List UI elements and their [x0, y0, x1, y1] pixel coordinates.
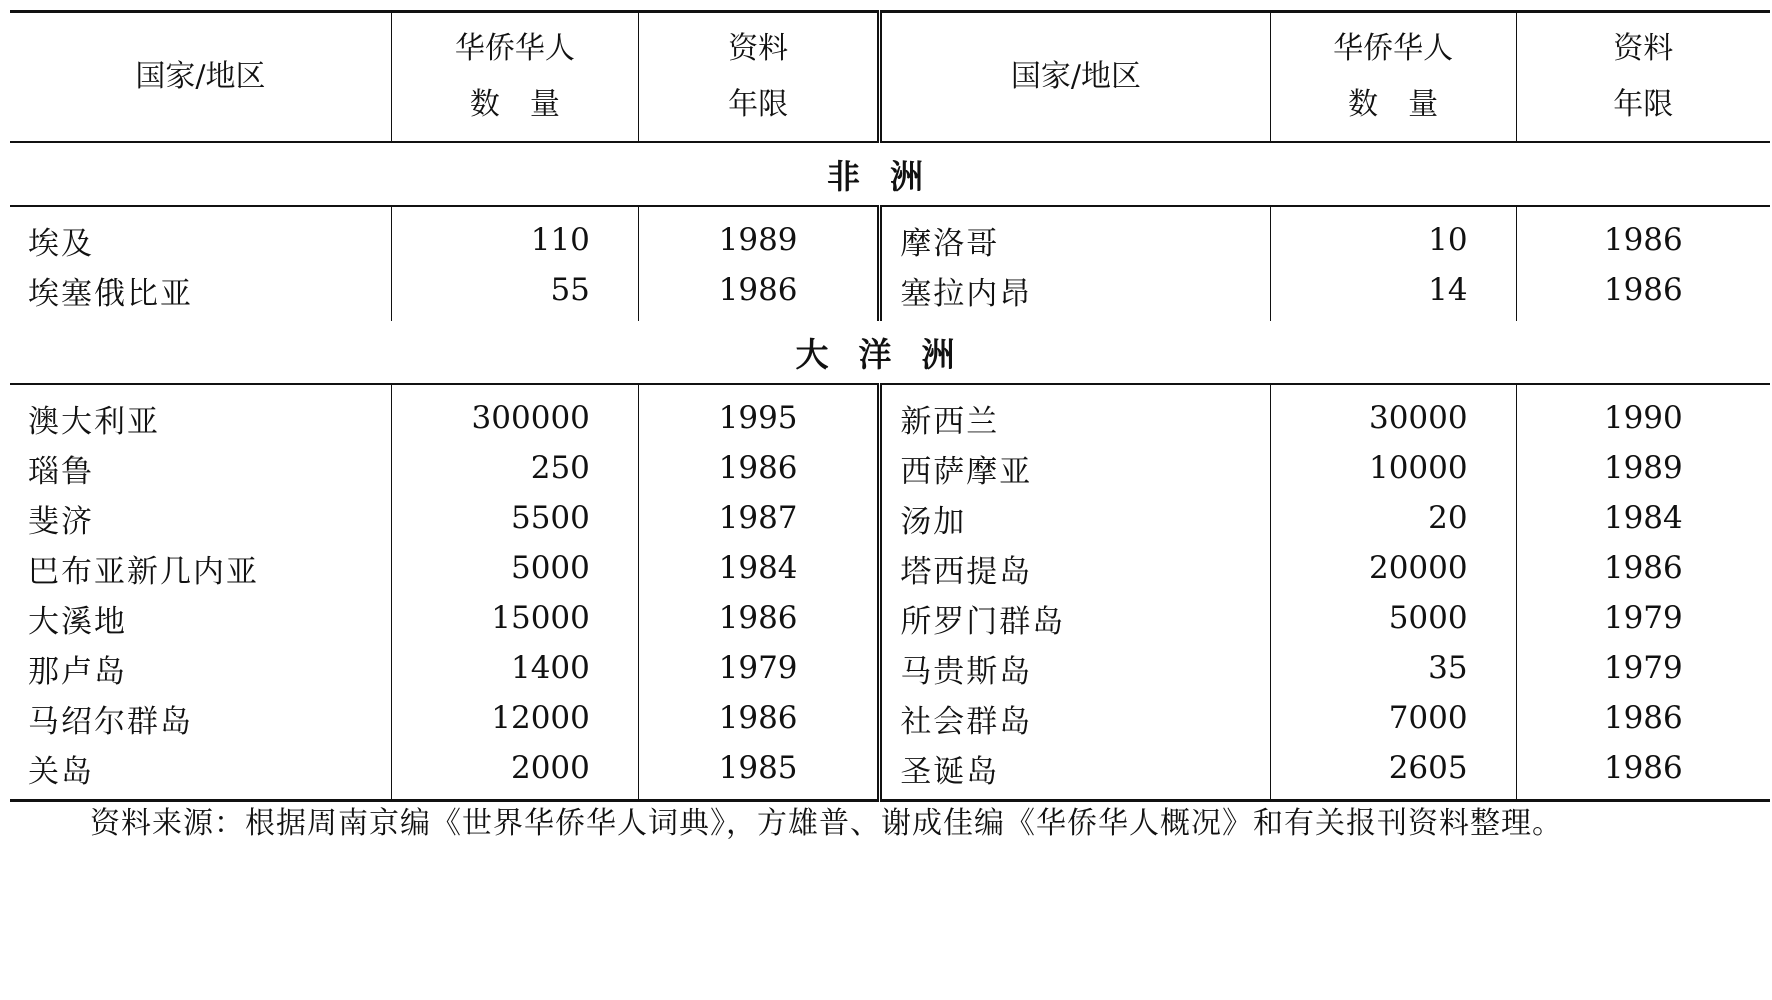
country-cell-left: 瑙鲁	[28, 453, 94, 490]
count-cell-left: 12000	[391, 693, 638, 743]
country-cell-right: 西萨摩亚	[880, 443, 1270, 493]
table-row	[10, 384, 1770, 443]
table-row	[10, 265, 1770, 321]
count-cell-right: 10	[1270, 206, 1516, 265]
count-cell-left: 300000	[391, 384, 638, 443]
year-cell-left: 1987	[638, 493, 879, 543]
header-count-right	[1270, 12, 1516, 143]
year-cell-left: 1986	[638, 593, 879, 643]
count-cell-right: 20000	[1270, 543, 1516, 593]
country-cell-right: 圣诞岛	[880, 743, 1270, 801]
region-row	[10, 142, 1770, 206]
country-cell-left: 那卢岛	[28, 653, 127, 690]
header-year-line1: 资料	[1613, 31, 1674, 66]
count-cell-left: 5500	[391, 493, 638, 543]
count-cell-right: 7000	[1270, 693, 1516, 743]
table-row	[10, 443, 1770, 493]
country-cell-left: 马绍尔群岛	[28, 703, 193, 740]
year-cell-right: 1986	[1516, 743, 1770, 801]
year-cell-left: 1989	[638, 206, 879, 265]
year-cell-left: 1986	[638, 265, 879, 321]
year-cell-right: 1986	[1516, 265, 1770, 321]
header-count-line2: 数 量	[1348, 87, 1439, 122]
header-count-line1: 华侨华人	[454, 31, 575, 66]
header-year-left	[638, 12, 879, 143]
source-note: 资料来源：根据周南京编《世界华侨华人词典》，方雄普、谢成佳编《华侨华人概况》和有关报刊资料整理。	[90, 806, 1563, 841]
country-cell-right: 社会群岛	[880, 693, 1270, 743]
count-cell-left: 110	[391, 206, 638, 265]
year-cell-left: 1986	[638, 443, 879, 493]
header-year-line1: 资料	[728, 31, 789, 66]
year-cell-right: 1979	[1516, 643, 1770, 693]
count-cell-right: 2605	[1270, 743, 1516, 801]
table-row	[10, 206, 1770, 265]
document-page	[10, 10, 1770, 841]
header-year-right	[1516, 12, 1770, 143]
count-cell-right: 14	[1270, 265, 1516, 321]
header-year-line2: 年限	[728, 87, 789, 122]
country-cell-right: 摩洛哥	[880, 206, 1270, 265]
header-count-left	[391, 12, 638, 143]
year-cell-right: 1990	[1516, 384, 1770, 443]
count-cell-left: 5000	[391, 543, 638, 593]
region-label: 大洋洲	[10, 321, 1770, 384]
table-row	[10, 743, 1770, 801]
year-cell-left: 1995	[638, 384, 879, 443]
header-country-right: 国家/地区	[880, 12, 1270, 143]
table-row	[10, 593, 1770, 643]
country-cell-left: 埃及	[28, 225, 94, 262]
header-year-line2: 年限	[1613, 87, 1674, 122]
table-row	[10, 693, 1770, 743]
country-cell-right: 马贵斯岛	[880, 643, 1270, 693]
table-row	[10, 643, 1770, 693]
country-cell-left: 关岛	[28, 753, 94, 790]
year-cell-left: 1984	[638, 543, 879, 593]
header-country-left: 国家/地区	[10, 12, 391, 143]
overseas-chinese-table	[10, 10, 1770, 802]
year-cell-left: 1979	[638, 643, 879, 693]
table-header-row	[10, 12, 1770, 143]
country-cell-left: 斐济	[28, 503, 94, 540]
year-cell-right: 1986	[1516, 206, 1770, 265]
region-label: 非洲	[10, 142, 1770, 206]
table-body	[10, 142, 1770, 801]
header-count-line1: 华侨华人	[1333, 31, 1454, 66]
table-row	[10, 543, 1770, 593]
country-cell-right: 新西兰	[880, 384, 1270, 443]
country-cell-left: 澳大利亚	[28, 403, 160, 440]
country-cell-right: 所罗门群岛	[880, 593, 1270, 643]
count-cell-right: 5000	[1270, 593, 1516, 643]
table-row	[10, 493, 1770, 543]
count-cell-right: 35	[1270, 643, 1516, 693]
country-cell-left: 大溪地	[28, 603, 127, 640]
count-cell-right: 30000	[1270, 384, 1516, 443]
year-cell-right: 1989	[1516, 443, 1770, 493]
country-cell-left: 巴布亚新几内亚	[28, 553, 259, 590]
year-cell-left: 1985	[638, 743, 879, 801]
year-cell-right: 1979	[1516, 593, 1770, 643]
count-cell-left: 250	[391, 443, 638, 493]
year-cell-left: 1986	[638, 693, 879, 743]
country-cell-right: 塔西提岛	[880, 543, 1270, 593]
count-cell-left: 1400	[391, 643, 638, 693]
year-cell-right: 1986	[1516, 543, 1770, 593]
country-cell-right: 塞拉内昂	[880, 265, 1270, 321]
header-count-line2: 数 量	[469, 87, 560, 122]
country-cell-left: 埃塞俄比亚	[28, 275, 193, 312]
region-row	[10, 321, 1770, 384]
year-cell-right: 1986	[1516, 693, 1770, 743]
count-cell-right: 10000	[1270, 443, 1516, 493]
year-cell-right: 1984	[1516, 493, 1770, 543]
country-cell-right: 汤加	[880, 493, 1270, 543]
count-cell-left: 15000	[391, 593, 638, 643]
count-cell-left: 55	[391, 265, 638, 321]
count-cell-left: 2000	[391, 743, 638, 801]
count-cell-right: 20	[1270, 493, 1516, 543]
